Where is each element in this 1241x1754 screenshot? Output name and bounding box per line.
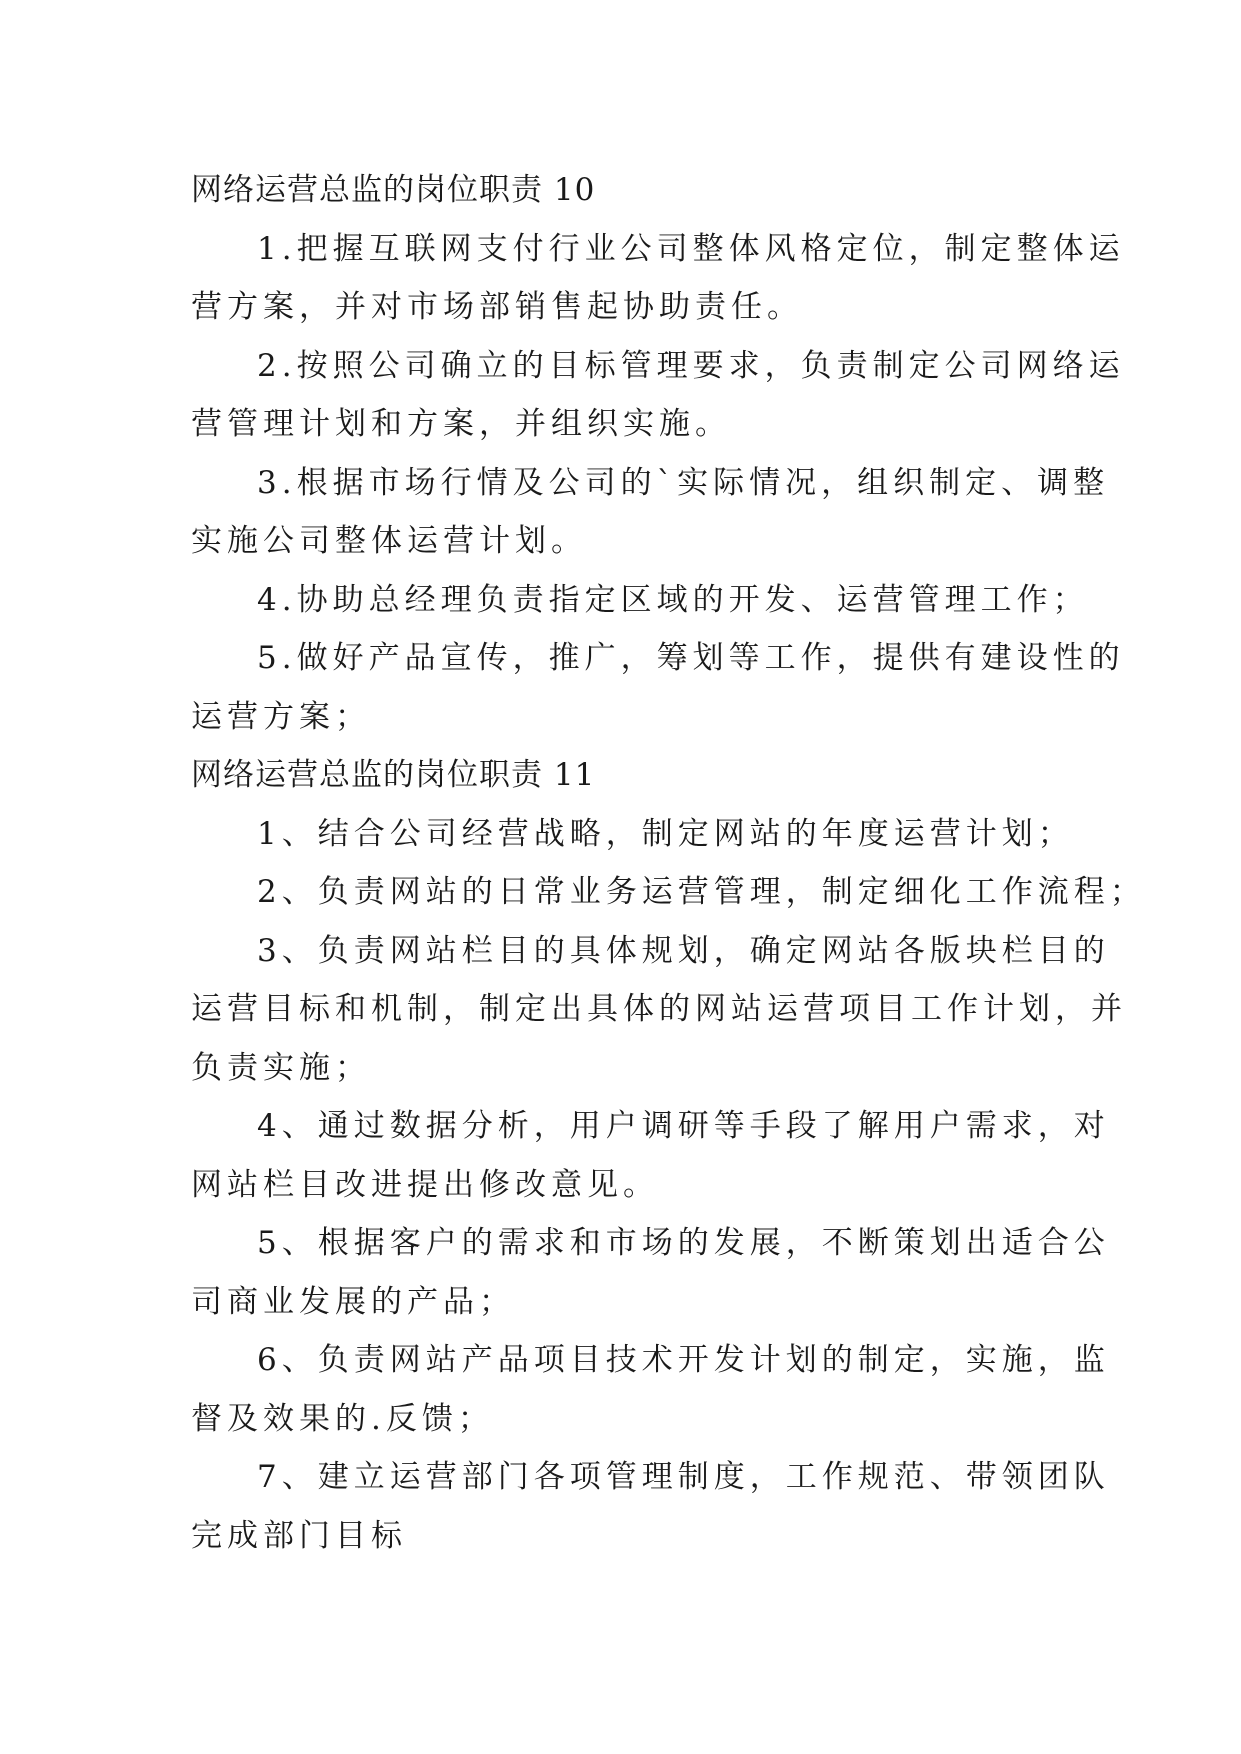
- text-line: 2、负责网站的日常业务运营管理，制定细化工作流程；: [257, 874, 1146, 910]
- text-line: 实施公司整体运营计划。: [191, 523, 587, 559]
- paragraph: [191, 863, 1146, 922]
- paragraph: [191, 1331, 1110, 1448]
- text-line: 3.根据市场行情及公司的`实际情况，组织制定、调整: [257, 464, 1110, 501]
- text-line: 营方案，并对市场部销售起协助责任。: [191, 289, 803, 325]
- text-line: 5、根据客户的需求和市场的发展，不断策划出适合公: [257, 1225, 1110, 1261]
- paragraph: [191, 337, 1125, 454]
- text-line: 2.按照公司确立的目标管理要求，负责制定公司网络运: [257, 347, 1125, 384]
- text-line: 完成部门目标: [191, 1517, 407, 1554]
- text-line: 营管理计划和方案，并组织实施。: [191, 406, 731, 442]
- section-heading: 网络运营总监的岗位职责 11: [191, 757, 596, 793]
- text-line: 6、负责网站产品项目技术开发计划的制定，实施，监: [257, 1342, 1110, 1378]
- paragraph: [191, 1448, 1110, 1565]
- paragraph: [191, 454, 1110, 571]
- text-line: 1、结合公司经营战略，制定网站的年度运营计划；: [257, 815, 1074, 852]
- paragraph: [191, 629, 1125, 746]
- paragraph: [191, 571, 1089, 630]
- text-line: 运营目标和机制，制定出具体的网站运营项目工作计划，并: [191, 991, 1127, 1027]
- text-line: 3、负责网站栏目的具体规划，确定网站各版块栏目的: [257, 932, 1110, 969]
- paragraph: [191, 1214, 1110, 1331]
- text-line: 运营方案；: [191, 698, 371, 735]
- section-heading: 网络运营总监的岗位职责 10: [191, 172, 596, 208]
- paragraph: [191, 922, 1127, 1098]
- text-line: 4.协助总经理负责指定区域的开发、运营管理工作；: [257, 581, 1089, 618]
- text-line: 司商业发展的产品；: [191, 1283, 515, 1320]
- text-line: 7、建立运营部门各项管理制度，工作规范、带领团队: [257, 1459, 1110, 1495]
- text-line: 网站栏目改进提出修改意见。: [191, 1166, 659, 1203]
- paragraph: [191, 220, 1125, 337]
- text-line: 负责实施；: [191, 1049, 371, 1086]
- paragraph: [191, 805, 1074, 864]
- text-line: 督及效果的.反馈；: [191, 1400, 494, 1437]
- paragraph: [191, 1097, 1110, 1214]
- document-body: [191, 161, 1146, 1565]
- text-line: 1.把握互联网支付行业公司整体风格定位，制定整体运: [257, 230, 1125, 267]
- text-line: 4、通过数据分析，用户调研等手段了解用户需求，对: [257, 1108, 1110, 1144]
- text-line: 5.做好产品宣传，推广，筹划等工作，提供有建设性的: [257, 640, 1125, 676]
